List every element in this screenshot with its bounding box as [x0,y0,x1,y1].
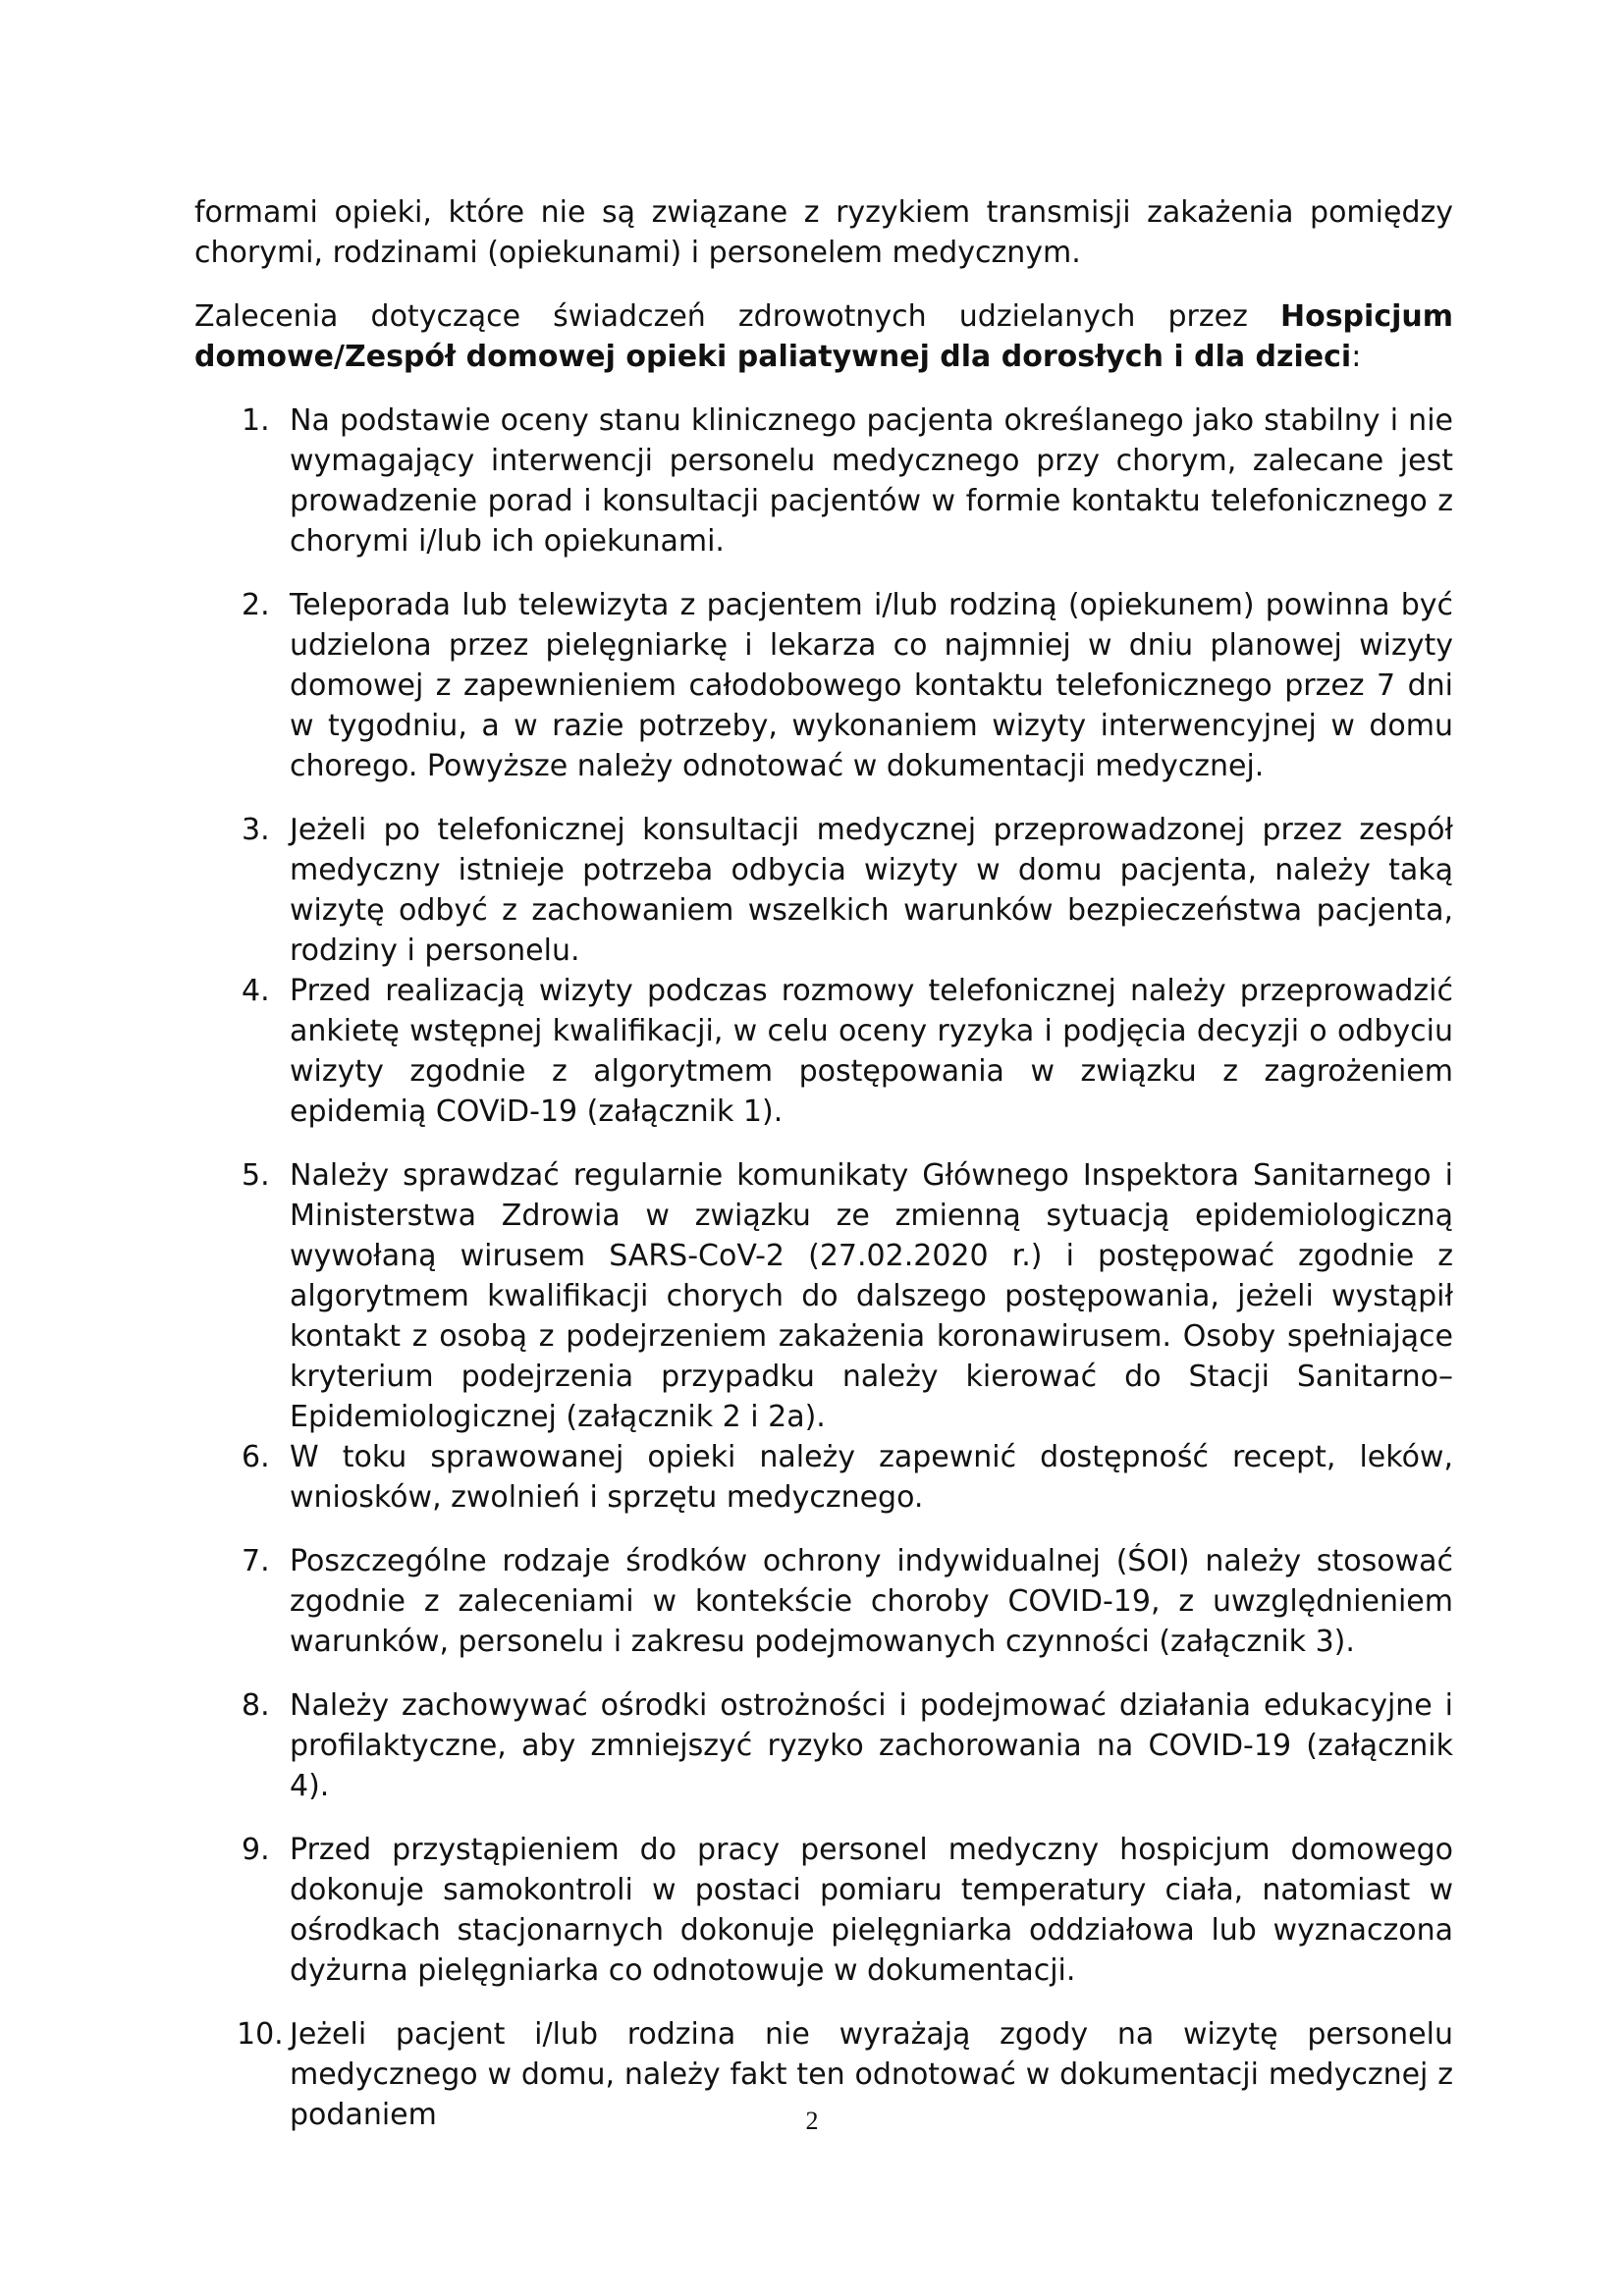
list-item-number: 3. [242,813,270,847]
list-item-number: 10. [237,2017,284,2052]
intro-paragraph: formami opieki, które nie są związane z ryzykiem transmisji zakażenia pomiędzy chorymi, rodzinami (opiekunami) i personelem medycznym. [194,195,1453,270]
list-item [194,1155,1453,1437]
list-item-text: Jeżeli pacjent i/lub rodzina nie wyrażają zgody na wizytę personelu medycznego w domu, należy fakt ten odnotować w dokumentacji medycznej z podaniem [290,2017,1453,2132]
list-item-text: Poszczególne rodzaje środków ochrony indywidualnej (ŚOI) należy stosować zgodnie z zaleceniami w kontekście choroby COVID-19, z uwzględnieniem warunków, personelu i zakresu podejmowanych czynności (załącznik 3). [290,1544,1453,1659]
list-item-text: W toku sprawowanej opieki należy zapewnić dostępność recept, leków, wniosków, zwolnień i sprzętu medycznego. [290,1440,1453,1515]
list-item-number: 5. [242,1158,270,1193]
recommendations-bold-heading: Hospicjum domowe/Zespół domowej opieki paliatywnej dla dorosłych i dla dzieci [194,299,1453,374]
list-item-number: 4. [242,974,270,1008]
list-item [194,810,1453,971]
document-page [194,192,1453,2135]
list-item [194,585,1453,786]
list-item-text: Jeżeli po telefonicznej konsultacji medycznej przeprowadzonej przez zespół medyczny istnieje potrzeba odbycia wizyty w domu pacjenta, należy taką wizytę odbyć z zachowaniem wszelkich warunków bezpieczeństwa pacjenta, rodziny i personelu. [290,813,1453,968]
list-item-text: Należy zachowywać ośrodki ostrożności i podejmować działania edukacyjne i profilaktyczne, aby zmniejszyć ryzyko zachorowania na COVID-19 (załącznik 4). [290,1688,1453,1803]
list-item-number: 6. [242,1440,270,1474]
list-item-text: Przed przystąpieniem do pracy personel medyczny hospicjum domowego dokonuje samokontroli w postaci pomiaru temperatury ciała, natomiast w ośrodkach stacjonarnych dokonuje pielęgniarka oddziałowa lub wyznaczona dyżurna pielęgniarka co odnotowuje w dokumentacji. [290,1833,1453,1988]
list-item-number: 8. [242,1688,270,1723]
list-item-number: 7. [242,1544,270,1578]
list-item-number: 9. [242,1833,270,1867]
list-item [194,1830,1453,1991]
page-number: 2 [805,2107,819,2135]
list-item-text: Na podstawie oceny stanu klinicznego pacjenta określanego jako stabilny i nie wymagający interwencji personelu medycznego przy chorym, zalecane jest prowadzenie porad i konsultacji pacjentów w formie kontaktu telefonicznego z chorymi i/lub ich opiekunami. [290,403,1453,559]
recommendations-list [194,400,1453,2135]
list-item-number: 1. [242,403,270,438]
list-item-text: Należy sprawdzać regularnie komunikaty Głównego Inspektora Sanitarnego i Ministerstwa Zdrowia w związku ze zmienną sytuacją epidemiologiczną wywołaną wirusem SARS-CoV-2 (27.02.2020 r.) i postępować zgodnie z algorytmem kwalifikacji chorych do dalszego postępowania, jeżeli wystąpił kontakt z osobą z podejrzeniem zakażenia koronawirusem. Osoby spełniające kryterium podejrzenia przypadku należy kierować do Stacji Sanitarno–Epidemiologicznej (załącznik 2 i 2a). [290,1158,1453,1434]
recommendations-lead: Zalecenia dotyczące świadczeń zdrowotnych udzielanych przez [194,299,1280,334]
list-item [194,971,1453,1132]
list-item [194,1685,1453,1806]
recommendations-tail: : [1351,340,1362,374]
list-item-text: Teleporada lub telewizyta z pacjentem i/lub rodziną (opiekunem) powinna być udzielona przez pielęgniarkę i lekarza co najmniej w dniu planowej wizyty domowej z zapewnieniem całodobowego kontaktu telefonicznego przez 7 dni w tygodniu, a w razie potrzeby, wykonaniem wizyty interwencyjnej w domu chorego. Powyższe należy odnotować w dokumentacji medycznej. [290,588,1453,783]
list-item [194,1541,1453,1662]
list-item [194,400,1453,561]
list-item-number: 2. [242,588,270,622]
list-item [194,1437,1453,1518]
list-item-text: Przed realizacją wizyty podczas rozmowy telefonicznej należy przeprowadzić ankietę wstępnej kwalifikacji, w celu oceny ryzyka i podjęcia decyzji o odbyciu wizyty zgodnie z algorytmem postępowania w związku z zagrożeniem epidemią COViD-19 (załącznik 1). [290,974,1453,1129]
recommendations-paragraph [194,296,1453,377]
